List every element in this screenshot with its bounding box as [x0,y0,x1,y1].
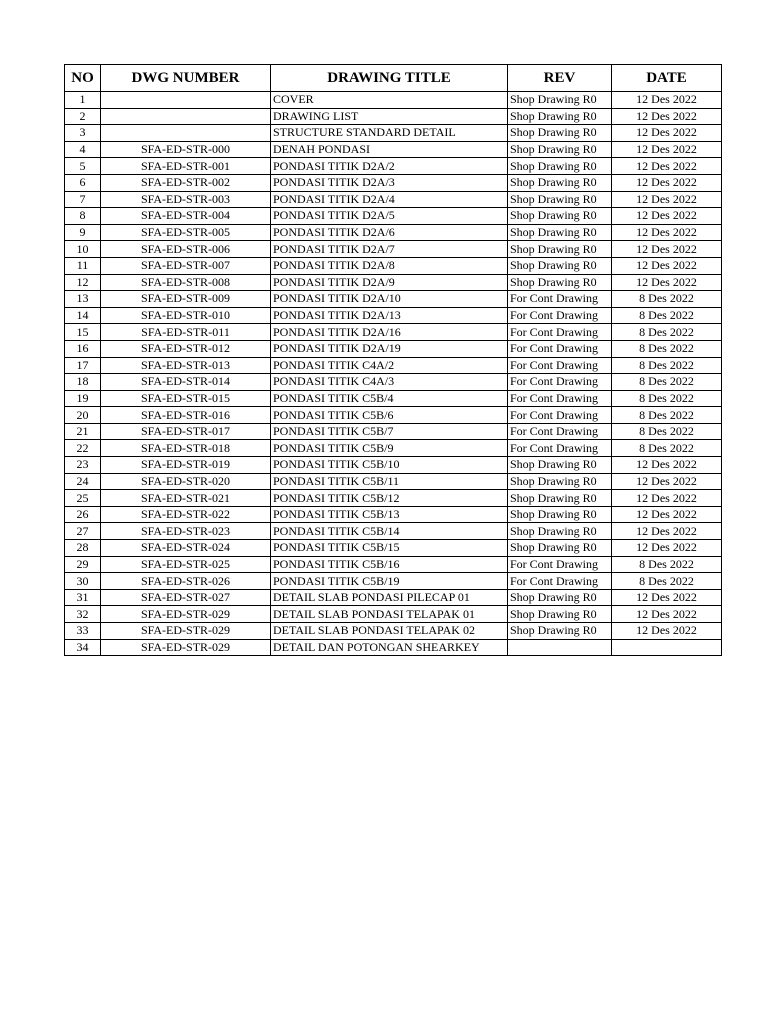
cell-rev: For Cont Drawing [508,556,612,573]
cell-date: 8 Des 2022 [612,324,722,341]
table-row [65,241,722,258]
cell-no: 29 [65,556,101,573]
table-row [65,490,722,507]
cell-dwg-number: SFA-ED-STR-012 [101,340,271,357]
cell-rev: For Cont Drawing [508,291,612,308]
cell-no: 21 [65,423,101,440]
cell-date: 8 Des 2022 [612,307,722,324]
cell-no: 33 [65,623,101,640]
cell-no: 15 [65,324,101,341]
cell-date: 8 Des 2022 [612,440,722,457]
cell-date: 12 Des 2022 [612,158,722,175]
cell-rev: For Cont Drawing [508,390,612,407]
cell-dwg-number: SFA-ED-STR-011 [101,324,271,341]
cell-rev: Shop Drawing R0 [508,506,612,523]
cell-dwg-number: SFA-ED-STR-026 [101,573,271,590]
cell-dwg-number: SFA-ED-STR-002 [101,174,271,191]
cell-rev: Shop Drawing R0 [508,125,612,142]
cell-drawing-title: PONDASI TITIK D2A/6 [271,224,508,241]
cell-rev: Shop Drawing R0 [508,108,612,125]
cell-dwg-number: SFA-ED-STR-029 [101,606,271,623]
cell-dwg-number: SFA-ED-STR-004 [101,208,271,225]
table-row [65,324,722,341]
header-dwg-number: DWG NUMBER [101,65,271,92]
table-row [65,224,722,241]
cell-no: 18 [65,374,101,391]
table-row [65,523,722,540]
cell-drawing-title: PONDASI TITIK C5B/12 [271,490,508,507]
cell-date: 12 Des 2022 [612,108,722,125]
cell-dwg-number: SFA-ED-STR-025 [101,556,271,573]
cell-drawing-title: PONDASI TITIK C5B/6 [271,407,508,424]
cell-date: 8 Des 2022 [612,390,722,407]
cell-date: 8 Des 2022 [612,291,722,308]
cell-date: 12 Des 2022 [612,191,722,208]
cell-dwg-number [101,108,271,125]
cell-date: 12 Des 2022 [612,523,722,540]
header-rev: REV [508,65,612,92]
table-row [65,374,722,391]
table-row [65,174,722,191]
cell-rev: Shop Drawing R0 [508,257,612,274]
cell-rev: Shop Drawing R0 [508,623,612,640]
cell-no: 4 [65,141,101,158]
cell-rev: Shop Drawing R0 [508,174,612,191]
cell-dwg-number: SFA-ED-STR-009 [101,291,271,308]
cell-dwg-number: SFA-ED-STR-007 [101,257,271,274]
cell-date: 12 Des 2022 [612,208,722,225]
table-row [65,125,722,142]
table-row [65,639,722,656]
table-row [65,423,722,440]
cell-dwg-number: SFA-ED-STR-024 [101,540,271,557]
table-row [65,257,722,274]
cell-dwg-number: SFA-ED-STR-008 [101,274,271,291]
cell-rev: For Cont Drawing [508,307,612,324]
table-row [65,191,722,208]
cell-dwg-number [101,92,271,109]
cell-date: 8 Des 2022 [612,423,722,440]
header-drawing-title: DRAWING TITLE [271,65,508,92]
cell-date: 12 Des 2022 [612,274,722,291]
cell-drawing-title: PONDASI TITIK D2A/8 [271,257,508,274]
cell-date: 12 Des 2022 [612,623,722,640]
table-row [65,473,722,490]
cell-drawing-title: COVER [271,92,508,109]
cell-no: 2 [65,108,101,125]
table-row [65,457,722,474]
table-row [65,540,722,557]
cell-drawing-title: PONDASI TITIK C5B/13 [271,506,508,523]
cell-date: 12 Des 2022 [612,540,722,557]
cell-dwg-number: SFA-ED-STR-027 [101,589,271,606]
cell-drawing-title: PONDASI TITIK C5B/16 [271,556,508,573]
table-row [65,357,722,374]
cell-drawing-title: DETAIL SLAB PONDASI TELAPAK 02 [271,623,508,640]
table-row [65,274,722,291]
cell-no: 22 [65,440,101,457]
cell-drawing-title: DETAIL SLAB PONDASI TELAPAK 01 [271,606,508,623]
cell-drawing-title: PONDASI TITIK C5B/4 [271,390,508,407]
cell-rev: Shop Drawing R0 [508,92,612,109]
cell-no: 25 [65,490,101,507]
cell-no: 24 [65,473,101,490]
cell-drawing-title: DETAIL DAN POTONGAN SHEARKEY [271,639,508,656]
cell-no: 7 [65,191,101,208]
cell-rev: Shop Drawing R0 [508,208,612,225]
cell-drawing-title: PONDASI TITIK D2A/7 [271,241,508,258]
cell-dwg-number: SFA-ED-STR-003 [101,191,271,208]
cell-no: 19 [65,390,101,407]
table-row [65,340,722,357]
cell-rev: Shop Drawing R0 [508,191,612,208]
cell-rev: For Cont Drawing [508,423,612,440]
table-row [65,506,722,523]
cell-no: 5 [65,158,101,175]
cell-rev: Shop Drawing R0 [508,540,612,557]
table-row [65,606,722,623]
cell-rev: For Cont Drawing [508,407,612,424]
table-row [65,307,722,324]
cell-date: 12 Des 2022 [612,490,722,507]
cell-no: 28 [65,540,101,557]
cell-date: 12 Des 2022 [612,92,722,109]
cell-drawing-title: DRAWING LIST [271,108,508,125]
header-no: NO [65,65,101,92]
table-row [65,208,722,225]
table-row [65,407,722,424]
table-row [65,158,722,175]
cell-no: 31 [65,589,101,606]
cell-dwg-number: SFA-ED-STR-017 [101,423,271,440]
cell-date: 12 Des 2022 [612,174,722,191]
cell-no: 6 [65,174,101,191]
cell-no: 34 [65,639,101,656]
cell-drawing-title: PONDASI TITIK D2A/3 [271,174,508,191]
cell-drawing-title: PONDASI TITIK C4A/3 [271,374,508,391]
cell-date: 12 Des 2022 [612,457,722,474]
cell-drawing-title: PONDASI TITIK D2A/10 [271,291,508,308]
cell-date: 12 Des 2022 [612,125,722,142]
cell-dwg-number: SFA-ED-STR-029 [101,639,271,656]
cell-date: 12 Des 2022 [612,241,722,258]
cell-date: 12 Des 2022 [612,506,722,523]
cell-date: 8 Des 2022 [612,374,722,391]
cell-dwg-number: SFA-ED-STR-019 [101,457,271,474]
cell-rev: Shop Drawing R0 [508,224,612,241]
cell-date [612,639,722,656]
cell-rev: Shop Drawing R0 [508,490,612,507]
cell-no: 11 [65,257,101,274]
cell-no: 1 [65,92,101,109]
table-row [65,623,722,640]
cell-no: 26 [65,506,101,523]
table-row [65,92,722,109]
cell-date: 8 Des 2022 [612,407,722,424]
cell-no: 17 [65,357,101,374]
cell-dwg-number: SFA-ED-STR-014 [101,374,271,391]
cell-rev: For Cont Drawing [508,440,612,457]
cell-drawing-title: PONDASI TITIK C5B/15 [271,540,508,557]
table-row [65,440,722,457]
cell-dwg-number: SFA-ED-STR-029 [101,623,271,640]
cell-rev: For Cont Drawing [508,340,612,357]
table-body [65,92,722,656]
cell-drawing-title: PONDASI TITIK D2A/9 [271,274,508,291]
cell-date: 12 Des 2022 [612,473,722,490]
cell-no: 23 [65,457,101,474]
cell-no: 16 [65,340,101,357]
cell-rev [508,639,612,656]
cell-date: 8 Des 2022 [612,573,722,590]
cell-date: 8 Des 2022 [612,357,722,374]
cell-drawing-title: PONDASI TITIK C5B/7 [271,423,508,440]
cell-rev: Shop Drawing R0 [508,274,612,291]
cell-rev: Shop Drawing R0 [508,141,612,158]
cell-drawing-title: PONDASI TITIK D2A/19 [271,340,508,357]
cell-rev: Shop Drawing R0 [508,241,612,258]
table-row [65,141,722,158]
cell-dwg-number [101,125,271,142]
cell-rev: For Cont Drawing [508,324,612,341]
cell-drawing-title: PONDASI TITIK C5B/10 [271,457,508,474]
cell-no: 12 [65,274,101,291]
cell-dwg-number: SFA-ED-STR-021 [101,490,271,507]
cell-drawing-title: STRUCTURE STANDARD DETAIL [271,125,508,142]
cell-date: 8 Des 2022 [612,556,722,573]
cell-rev: Shop Drawing R0 [508,158,612,175]
cell-rev: Shop Drawing R0 [508,523,612,540]
cell-rev: Shop Drawing R0 [508,473,612,490]
cell-dwg-number: SFA-ED-STR-023 [101,523,271,540]
cell-drawing-title: PONDASI TITIK D2A/5 [271,208,508,225]
cell-no: 14 [65,307,101,324]
cell-dwg-number: SFA-ED-STR-022 [101,506,271,523]
cell-date: 12 Des 2022 [612,606,722,623]
cell-dwg-number: SFA-ED-STR-020 [101,473,271,490]
drawing-list-table [64,64,722,656]
cell-rev: Shop Drawing R0 [508,457,612,474]
cell-drawing-title: PONDASI TITIK D2A/13 [271,307,508,324]
cell-drawing-title: PONDASI TITIK C4A/2 [271,357,508,374]
cell-dwg-number: SFA-ED-STR-001 [101,158,271,175]
header-date: DATE [612,65,722,92]
cell-dwg-number: SFA-ED-STR-015 [101,390,271,407]
cell-dwg-number: SFA-ED-STR-010 [101,307,271,324]
cell-date: 12 Des 2022 [612,257,722,274]
cell-drawing-title: PONDASI TITIK D2A/16 [271,324,508,341]
cell-date: 8 Des 2022 [612,340,722,357]
cell-rev: For Cont Drawing [508,573,612,590]
cell-no: 27 [65,523,101,540]
cell-rev: For Cont Drawing [508,374,612,391]
cell-drawing-title: PONDASI TITIK C5B/9 [271,440,508,457]
table-row [65,390,722,407]
cell-no: 13 [65,291,101,308]
cell-dwg-number: SFA-ED-STR-005 [101,224,271,241]
cell-dwg-number: SFA-ED-STR-016 [101,407,271,424]
cell-rev: Shop Drawing R0 [508,589,612,606]
cell-rev: For Cont Drawing [508,357,612,374]
table-row [65,108,722,125]
table-row [65,573,722,590]
cell-no: 10 [65,241,101,258]
cell-drawing-title: PONDASI TITIK C5B/19 [271,573,508,590]
cell-drawing-title: PONDASI TITIK D2A/2 [271,158,508,175]
cell-no: 9 [65,224,101,241]
cell-no: 3 [65,125,101,142]
cell-date: 12 Des 2022 [612,224,722,241]
table-row [65,291,722,308]
cell-no: 30 [65,573,101,590]
cell-drawing-title: PONDASI TITIK D2A/4 [271,191,508,208]
cell-date: 12 Des 2022 [612,141,722,158]
cell-no: 20 [65,407,101,424]
table-row [65,556,722,573]
cell-dwg-number: SFA-ED-STR-018 [101,440,271,457]
cell-drawing-title: DETAIL SLAB PONDASI PILECAP 01 [271,589,508,606]
cell-drawing-title: PONDASI TITIK C5B/11 [271,473,508,490]
cell-rev: Shop Drawing R0 [508,606,612,623]
cell-no: 32 [65,606,101,623]
cell-no: 8 [65,208,101,225]
cell-dwg-number: SFA-ED-STR-013 [101,357,271,374]
cell-dwg-number: SFA-ED-STR-006 [101,241,271,258]
header-row [65,65,722,92]
cell-drawing-title: DENAH PONDASI [271,141,508,158]
cell-date: 12 Des 2022 [612,589,722,606]
cell-dwg-number: SFA-ED-STR-000 [101,141,271,158]
table-row [65,589,722,606]
cell-drawing-title: PONDASI TITIK C5B/14 [271,523,508,540]
